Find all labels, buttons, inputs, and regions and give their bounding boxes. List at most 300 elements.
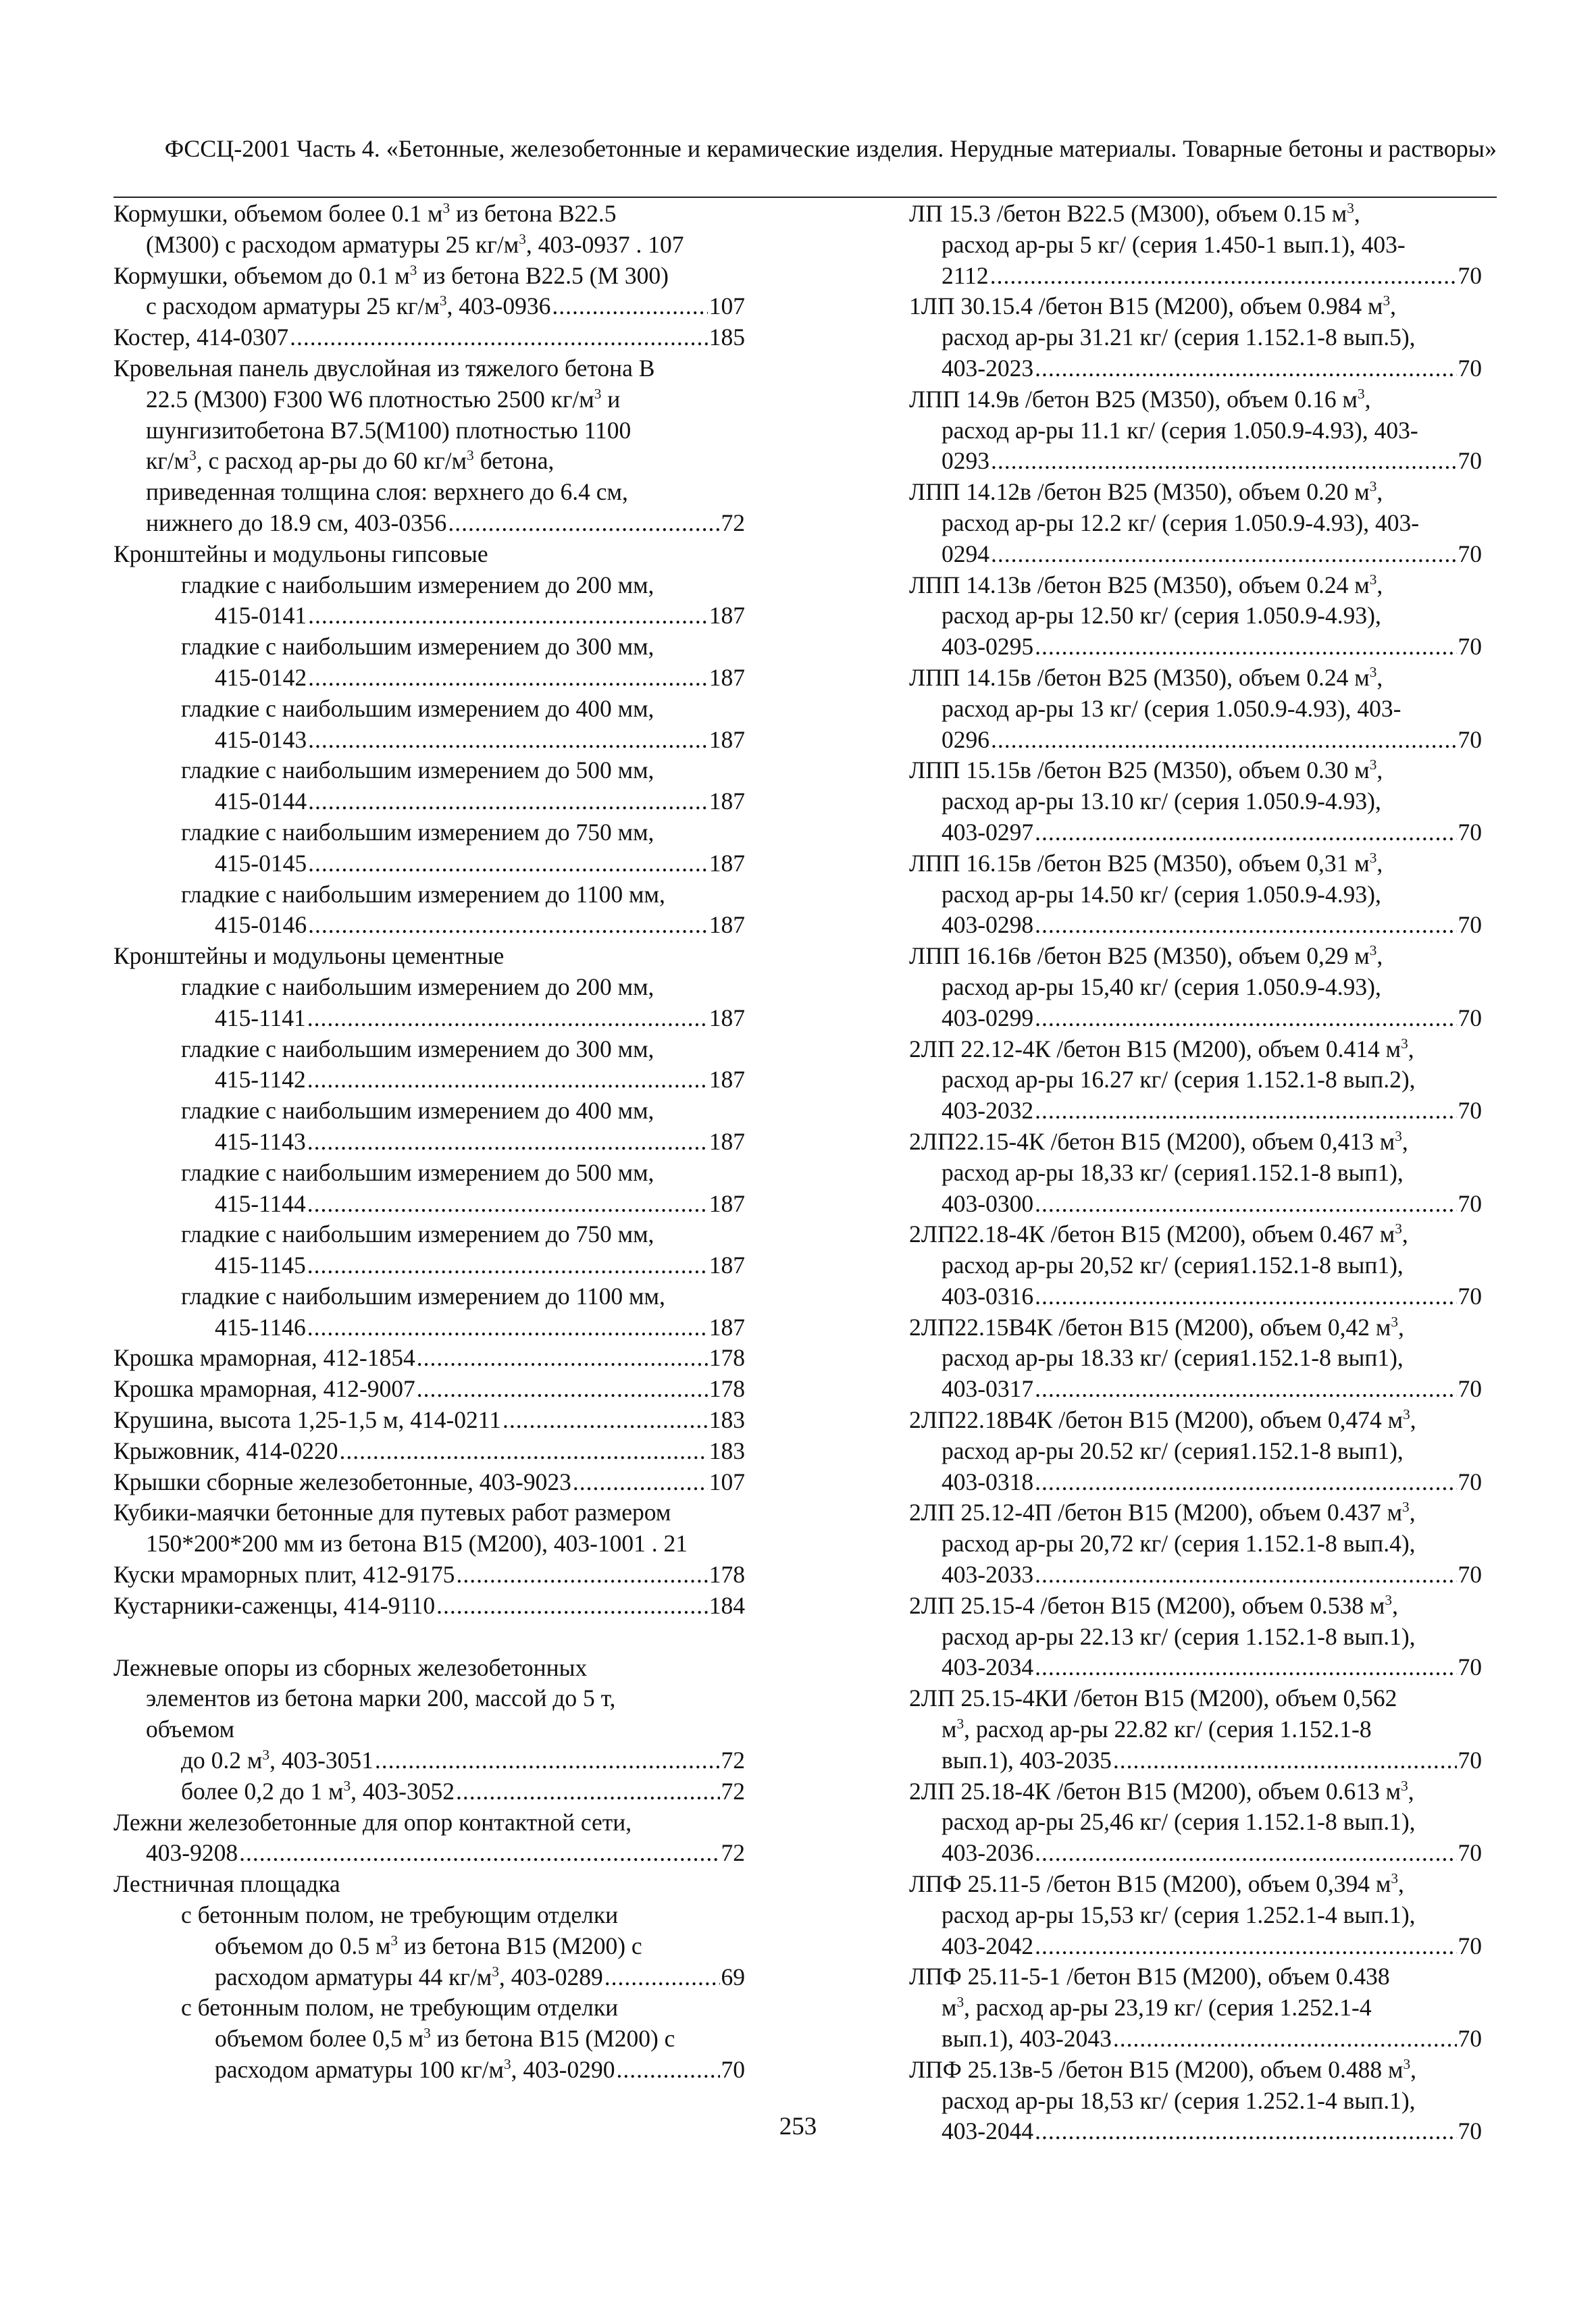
entry-code: 403-0317 [942, 1375, 1034, 1403]
entry-page-ref: 107 [709, 1468, 745, 1495]
entry-code: 0296 [942, 725, 989, 753]
entry-reference-line [113, 1250, 745, 1281]
entry-code: Крушина, высота 1,25-1,5 м, 414-0211 [113, 1406, 501, 1434]
entry-line: расход ар-ры 13 кг/ (серия 1.050.9-4.93), 403- [942, 694, 1401, 722]
index-entry [113, 1343, 745, 1374]
entry-line: расход ар-ры 12.2 кг/ (серия 1.050.9-4.93), 403- [942, 509, 1420, 536]
entry-code: Костер, 414-0307 [113, 324, 289, 351]
dot-leader [307, 1127, 708, 1158]
dot-leader [573, 1467, 708, 1498]
entry-page-ref: 70 [1458, 725, 1482, 753]
index-entry [909, 291, 1482, 384]
entry-line: расход ар-ры 12.50 кг/ (серия 1.050.9-4.93), [942, 602, 1381, 629]
index-entry [113, 539, 745, 570]
entry-page-ref: 183 [709, 1437, 745, 1464]
entry-line: ЛПФ 25.13в-5 /бетон В15 (М200), объем 0.488 $м^3$, [909, 2055, 1416, 2083]
entry-line: с бетонным полом, не требующим отделки [181, 1901, 619, 1929]
entry-code: 0293 [942, 447, 989, 475]
dot-leader [991, 446, 1457, 477]
entry-reference-line [113, 1189, 745, 1220]
index-entry [113, 570, 745, 632]
entry-line: (М300) с расходом арматуры 25 $кг/м^3$, 403-0937 . 107 [146, 230, 684, 258]
index-entry [113, 694, 745, 756]
entry-line: гладкие с наибольшим измерением до 200 мм, [181, 571, 654, 598]
entry-code: 403-0300 [942, 1189, 1034, 1217]
entry-line: приведенная толщина слоя: верхнего до 6.4 см, [146, 478, 628, 506]
entry-page-ref: 178 [709, 1344, 745, 1372]
entry-page-ref: 72 [721, 1777, 745, 1805]
entry-reference-line [113, 2055, 745, 2086]
index-entry [113, 1992, 745, 2085]
index-entry [113, 1807, 745, 1870]
entry-code: 415-0144 [215, 788, 307, 815]
index-entry [909, 1591, 1482, 1683]
entry-page-ref: 70 [1458, 1653, 1482, 1681]
entry-code: 403-2032 [942, 1097, 1034, 1125]
entry-page-ref: 187 [709, 1189, 745, 1217]
entry-line: гладкие с наибольшим измерением до 300 мм, [181, 1035, 654, 1062]
dot-leader [1035, 1560, 1456, 1591]
entry-reference-line [113, 1405, 745, 1436]
entry-reference-line [113, 1312, 745, 1343]
entry-code: 415-0145 [215, 849, 307, 877]
entry-code: 415-0141 [215, 602, 307, 629]
entry-line: гладкие с наибольшим измерением до 1100 мм, [181, 1282, 665, 1310]
index-entry [909, 1961, 1482, 2054]
entry-page-ref: 187 [709, 788, 745, 815]
dot-leader [1035, 910, 1456, 941]
entry-reference-line [113, 1127, 745, 1158]
index-entry [909, 1219, 1482, 1312]
entry-code: до 0.2 $м^3$, 403-3051 [181, 1747, 374, 1774]
entry-page-ref: 70 [1458, 1004, 1482, 1031]
entry-reference-line [113, 848, 745, 879]
entry-line: расход ар-ры 22.13 кг/ (серия 1.152.1-8 вып.1), [942, 1622, 1416, 1650]
index-entry [909, 1127, 1482, 1219]
entry-page-ref: 178 [709, 1375, 745, 1403]
entry-line: 2ЛП 25.12-4П /бетон В15 (М200), объем 0.437 $м^3$, [909, 1499, 1416, 1526]
dot-leader [1113, 2024, 1457, 2055]
entry-line: ЛПП 15.15в /бетон В25 (М350), объем 0.30 $м^3$, [909, 756, 1383, 784]
entry-code: 2112 [942, 261, 989, 289]
index-entry [113, 1374, 745, 1405]
entry-reference-line [113, 786, 745, 817]
entry-line: расход ар-ры 16.27 кг/ (серия 1.152.1-8 вып.2), [942, 1066, 1416, 1094]
entry-gap [113, 1622, 745, 1653]
entry-reference-line [113, 1343, 745, 1374]
entry-reference-line [909, 1281, 1482, 1312]
entry-code: 415-0142 [215, 663, 307, 691]
entry-line: гладкие с наибольшим измерением до 500 мм, [181, 1158, 654, 1186]
entry-reference-line [909, 539, 1482, 570]
index-entry [113, 1869, 745, 1900]
entry-line: с бетонным полом, не требующим отделки [181, 1994, 619, 2022]
dot-leader [436, 1591, 708, 1622]
dot-leader [1035, 1467, 1456, 1498]
entry-line: гладкие с наибольшим измерением до 400 мм, [181, 1097, 654, 1125]
entry-reference-line [909, 353, 1482, 384]
entry-page-ref: 187 [709, 911, 745, 939]
entry-line: $кг/м^3$, с расход ар-ры до 60 $кг/м^3$ бетона, [146, 447, 555, 475]
entry-line: ЛПП 14.13в /бетон В25 (М350), объем 0.24 $м^3$, [909, 571, 1383, 598]
entry-line: расход ар-ры 18,33 кг/ (серия1.152.1-8 вып1), [942, 1158, 1404, 1186]
entry-reference-line [909, 817, 1482, 848]
index-entry [113, 1591, 745, 1622]
entry-line: расход ар-ры 20.52 кг/ (серия1.152.1-8 вып1), [942, 1437, 1404, 1464]
entry-code: 403-2034 [942, 1653, 1034, 1681]
entry-reference-line [909, 910, 1482, 941]
entry-line: 1ЛП 30.15.4 /бетон В15 (М200), объем 0.984 $м^3$, [909, 292, 1396, 320]
entry-line: объемом более 0,5 $м^3$ из бетона В15 (М200) с [215, 2025, 675, 2053]
entry-page-ref: 70 [1458, 1932, 1482, 1959]
entry-line: гладкие с наибольшим измерением до 500 мм, [181, 756, 654, 784]
entry-line: 2ЛП22.15-4К /бетон В15 (М200), объем 0,413 $м^3$, [909, 1127, 1408, 1155]
entry-reference-line [909, 1189, 1482, 1220]
entry-reference-line [113, 1436, 745, 1467]
index-entry [909, 755, 1482, 848]
entry-page-ref: 187 [709, 663, 745, 691]
entry-code: 403-9208 [146, 1839, 238, 1867]
entry-page-ref: 187 [709, 1066, 745, 1094]
index-entry [909, 384, 1482, 477]
entry-line: расход ар-ры 11.1 кг/ (серия 1.050.9-4.93), 403- [942, 416, 1418, 444]
dot-leader [456, 1776, 720, 1807]
index-entry [113, 941, 745, 972]
entry-page-ref: 187 [709, 849, 745, 877]
entry-page-ref: 185 [709, 324, 745, 351]
entry-page-ref: 70 [1458, 1282, 1482, 1310]
entry-page-ref: 70 [721, 2056, 745, 2084]
entry-page-ref: 187 [709, 1313, 745, 1341]
entry-page-ref: 70 [1458, 1189, 1482, 1217]
index-entry [909, 570, 1482, 663]
entry-code: расходом арматуры 100 $кг/м^3$, 403-0290 [215, 2056, 615, 2084]
entry-code: Крыжовник, 414-0220 [113, 1437, 338, 1464]
entry-line: 2ЛП 25.15-4КИ /бетон В15 (М200), объем 0,562 [909, 1685, 1397, 1712]
entry-line: расход ар-ры 18,53 кг/ (серия 1.252.1-4 вып.1), [942, 2086, 1416, 2114]
entry-line: гладкие с наибольшим измерением до 400 мм, [181, 694, 654, 722]
entry-reference-line [113, 910, 745, 941]
entry-reference-line [113, 322, 745, 353]
entry-line: расход ар-ры 31.21 кг/ (серия 1.152.1-8 вып.5), [942, 324, 1416, 351]
entry-line: расход ар-ры 20,72 кг/ (серия 1.152.1-8 вып.4), [942, 1530, 1416, 1558]
dot-leader [990, 261, 1457, 292]
entry-line: расход ар-ры 5 кг/ (серия 1.450-1 вып.1), 403- [942, 230, 1406, 258]
entry-reference-line [113, 1467, 745, 1498]
entry-reference-line [113, 1591, 745, 1622]
index-entry [113, 879, 745, 942]
index-entry [113, 1900, 745, 1992]
entry-line: элементов из бетона марки 200, массой до 5 т, [146, 1685, 616, 1712]
entry-page-ref: 107 [709, 292, 745, 320]
dot-leader [1035, 1652, 1456, 1683]
index-entry [909, 1776, 1482, 1869]
entry-line: ЛПП 14.9в /бетон В25 (М350), объем 0.16 $м^3$, [909, 385, 1371, 413]
dot-leader [604, 1962, 720, 1993]
index-entry [909, 848, 1482, 941]
entry-page-ref: 70 [1458, 447, 1482, 475]
entry-line: 2ЛП22.18В4К /бетон В15 (М200), объем 0,474 $м^3$, [909, 1406, 1416, 1434]
entry-page-ref: 70 [1458, 818, 1482, 846]
entry-page-ref: 70 [1458, 1746, 1482, 1774]
entry-code: 415-0146 [215, 911, 307, 939]
dot-leader [308, 786, 708, 817]
dot-leader [307, 1312, 708, 1343]
entry-page-ref: 187 [709, 1127, 745, 1155]
dot-leader [308, 663, 708, 694]
entry-code: 415-1146 [215, 1313, 306, 1341]
entry-line: расход ар-ры 13.10 кг/ (серия 1.050.9-4.93), [942, 788, 1381, 815]
dot-leader [1035, 1838, 1456, 1869]
entry-line: расход ар-ры 15,40 кг/ (серия 1.050.9-4.93), [942, 973, 1381, 1000]
index-entry [113, 972, 745, 1034]
entry-line: Кормушки, объемом более 0.1 $м^3$ из бетона В22.5 [113, 200, 617, 227]
index-entry [113, 817, 745, 879]
entry-line: Кормушки, объемом до 0.1 $м^3$ из бетона В22.5 (М 300) [113, 261, 669, 289]
entry-code: Крышки сборные железобетонные, 403-9023 [113, 1468, 571, 1495]
entry-code: 403-2036 [942, 1839, 1034, 1867]
entry-code: Крошка мраморная, 412-9007 [113, 1375, 415, 1403]
index-entry [909, 1497, 1482, 1590]
dot-leader [1035, 1931, 1456, 1962]
entry-page-ref: 187 [709, 725, 745, 753]
entry-page-ref: 178 [709, 1561, 745, 1589]
entry-reference-line [113, 663, 745, 694]
entry-line: расход ар-ры 25,46 кг/ (серия 1.152.1-8 вып.1), [942, 1808, 1416, 1836]
entry-code: расходом арматуры 44 $кг/м^3$, 403-0289 [215, 1963, 603, 1990]
entry-line: ЛПП 14.12в /бетон В25 (М350), объем 0.20 $м^3$, [909, 478, 1383, 506]
entry-line: Кубики-маячки бетонные для путевых работ размером [113, 1499, 671, 1526]
entry-code: 403-0295 [942, 633, 1034, 661]
entry-page-ref: 70 [1458, 1468, 1482, 1495]
entry-code: 415-1144 [215, 1189, 306, 1217]
dot-leader [307, 1250, 708, 1281]
entry-line: гладкие с наибольшим измерением до 1100 мм, [181, 880, 665, 908]
index-entry [113, 755, 745, 817]
entry-line: гладкие с наибольшим измерением до 750 мм, [181, 818, 654, 846]
dot-leader [308, 910, 708, 941]
dot-leader [307, 1189, 708, 1220]
dot-leader [1035, 1374, 1456, 1405]
entry-reference-line [113, 291, 745, 322]
dot-leader [1035, 1003, 1456, 1034]
entry-code: Куски мраморных плит, 412-9175 [113, 1561, 455, 1589]
entry-page-ref: 70 [1458, 1561, 1482, 1589]
entry-reference-line [909, 1560, 1482, 1591]
entry-reference-line [909, 632, 1482, 663]
index-entry [113, 1497, 745, 1560]
entry-line: ЛПФ 25.11-5 /бетон В15 (М200), объем 0,394 $м^3$, [909, 1870, 1404, 1898]
entry-reference-line [113, 508, 745, 539]
dot-leader [375, 1745, 720, 1776]
entry-reference-line [113, 1838, 745, 1869]
entry-reference-line [113, 1560, 745, 1591]
entry-line: расход ар-ры 15,53 кг/ (серия 1.252.1-4 вып.1), [942, 1901, 1416, 1928]
dot-leader [991, 539, 1457, 570]
entry-line: объемом [146, 1716, 235, 1743]
dot-leader [616, 2055, 719, 2086]
dot-leader [1113, 1745, 1457, 1776]
dot-leader [290, 322, 708, 353]
index-entry [113, 1219, 745, 1281]
entry-line: Лежневые опоры из сборных железобетонных [113, 1653, 588, 1681]
index-column-right [909, 199, 1482, 2147]
entry-reference-line [909, 1931, 1482, 1962]
entry-line: $м^3$, расход ар-ры 23,19 кг/ (серия 1.252.1-4 [942, 1994, 1372, 2022]
dot-leader [307, 1003, 708, 1034]
dot-leader [1035, 1096, 1456, 1127]
entry-code: 415-1142 [215, 1066, 306, 1094]
entry-page-ref: 69 [721, 1963, 745, 1990]
entry-reference-line [113, 1374, 745, 1405]
index-entry [113, 1281, 745, 1343]
entry-code: 403-2023 [942, 354, 1034, 382]
entry-reference-line [909, 1652, 1482, 1683]
index-entry [113, 322, 745, 353]
entry-page-ref: 70 [1458, 354, 1482, 382]
entry-code: 415-1141 [215, 1004, 306, 1031]
entry-code: 403-2033 [942, 1561, 1034, 1589]
entry-page-ref: 70 [1458, 261, 1482, 289]
dot-leader [239, 1838, 719, 1869]
entry-page-ref: 70 [1458, 2117, 1482, 2145]
entry-line: 22.5 (М300) F300 W6 плотностью 2500 $кг/м^3$ и [146, 385, 621, 413]
entry-reference-line [113, 725, 745, 756]
index-entry [113, 1096, 745, 1158]
entry-code: 403-2044 [942, 2117, 1034, 2145]
index-entry [909, 1312, 1482, 1405]
entry-line: объемом до 0.5 $м^3$ из бетона В15 (М200) с [215, 1932, 642, 1959]
dot-leader [307, 1064, 708, 1096]
index-entry [113, 261, 745, 323]
entry-reference-line [909, 446, 1482, 477]
entry-line: гладкие с наибольшим измерением до 300 мм, [181, 633, 654, 661]
entry-page-ref: 72 [721, 1747, 745, 1774]
index-entry [113, 1653, 745, 1745]
entry-line: 2ЛП22.18-4К /бетон В15 (М200), объем 0.467 $м^3$, [909, 1220, 1408, 1248]
index-entry [909, 1034, 1482, 1127]
entry-line: Кронштейны и модульоны цементные [113, 942, 505, 970]
entry-line: Кровельная панель двуслойная из тяжелого бетона В [113, 354, 655, 382]
dot-leader [1035, 817, 1456, 848]
index-entry [909, 1405, 1482, 1497]
entry-code: более 0,2 до 1 $м^3$, 403-3052 [181, 1777, 455, 1805]
dot-leader [417, 1343, 708, 1374]
dot-leader [340, 1436, 708, 1467]
entry-code: вып.1), 403-2035 [942, 1746, 1112, 1774]
entry-line: ЛПФ 25.11-5-1 /бетон В15 (М200), объем 0.438 [909, 1963, 1390, 1990]
entry-code: Крошка мраморная, 412-1854 [113, 1344, 415, 1372]
dot-leader [448, 508, 719, 539]
dot-leader [1035, 1281, 1456, 1312]
entry-page-ref: 70 [1458, 1839, 1482, 1867]
entry-page-ref: 70 [1458, 1097, 1482, 1125]
dot-leader [1035, 353, 1456, 384]
index-entry [113, 1745, 745, 1776]
entry-line: ЛПП 14.15в /бетон В25 (М350), объем 0.24 $м^3$, [909, 663, 1383, 691]
page-number: 253 [779, 2113, 817, 2140]
entry-line: шунгизитобетона В7.5(М100) плотностью 1100 [146, 416, 632, 444]
dot-leader [308, 600, 708, 632]
entry-code: нижнего до 18.9 см, 403-0356 [146, 509, 447, 536]
entry-reference-line [909, 1003, 1482, 1034]
entry-page-ref: 72 [721, 1839, 745, 1867]
index-column-left [113, 199, 745, 2086]
entry-reference-line [113, 1776, 745, 1807]
entry-page-ref: 187 [709, 1252, 745, 1279]
entry-code: 415-1143 [215, 1127, 306, 1155]
entry-line: 2ЛП 25.15-4 /бетон В15 (М200), объем 0.538 $м^3$, [909, 1591, 1398, 1619]
entry-line: расход ар-ры 14.50 кг/ (серия 1.050.9-4.93), [942, 880, 1381, 908]
entry-reference-line [113, 600, 745, 632]
index-entry [909, 941, 1482, 1033]
entry-reference-line [113, 1745, 745, 1776]
entry-page-ref: 70 [1458, 633, 1482, 661]
entry-reference-line [909, 1745, 1482, 1776]
entry-code: 403-0299 [942, 1004, 1034, 1031]
entry-code: 415-1145 [215, 1252, 306, 1279]
index-entry [909, 663, 1482, 755]
entry-line: Лестничная площадка [113, 1870, 340, 1898]
entry-code: с расходом арматуры 25 $кг/м^3$, 403-0936 [146, 292, 551, 320]
entry-reference-line [909, 1096, 1482, 1127]
entry-page-ref: 72 [721, 509, 745, 536]
dot-leader [1035, 632, 1456, 663]
entry-code: вып.1), 403-2043 [942, 2025, 1112, 2053]
index-entry [113, 199, 745, 261]
entry-code: 403-0298 [942, 911, 1034, 939]
index-entry [113, 1560, 745, 1591]
entry-line: ЛПП 16.15в /бетон В25 (М350), объем 0,31 $м^3$, [909, 849, 1383, 877]
entry-code: 403-2042 [942, 1932, 1034, 1959]
entry-line: ЛПП 16.16в /бетон В25 (М350), объем 0,29 $м^3$, [909, 942, 1383, 970]
dot-leader [552, 291, 707, 322]
entry-reference-line [909, 2024, 1482, 2055]
entry-page-ref: 184 [709, 1591, 745, 1619]
entry-line: 2ЛП 22.12-4К /бетон В15 (М200), объем 0.414 $м^3$, [909, 1035, 1414, 1062]
entry-code: 403-0316 [942, 1282, 1034, 1310]
entry-page-ref: 70 [1458, 540, 1482, 567]
index-entry [113, 1158, 745, 1220]
dot-leader [308, 848, 708, 879]
entry-reference-line [909, 725, 1482, 756]
entry-page-ref: 70 [1458, 2025, 1482, 2053]
entry-line: $м^3$, расход ар-ры 22.82 кг/ (серия 1.152.1-8 [942, 1716, 1372, 1743]
entry-line: расход ар-ры 20,52 кг/ (серия1.152.1-8 вып1), [942, 1252, 1404, 1279]
entry-page-ref: 70 [1458, 1375, 1482, 1403]
entry-line: ЛП 15.3 /бетон В22.5 (М300), объем 0.15 $м^3$, [909, 200, 1360, 227]
dot-leader [1035, 1189, 1456, 1220]
dot-leader [991, 725, 1457, 756]
index-entry [909, 199, 1482, 291]
entry-line: 150*200*200 мм из бетона В15 (М200), 403-1001 . 21 [146, 1530, 688, 1558]
index-entry [909, 1869, 1482, 1961]
entry-reference-line [909, 1467, 1482, 1498]
index-entry [909, 1683, 1482, 1776]
entry-reference-line [909, 261, 1482, 292]
entry-code: Кустарники-саженцы, 414-9110 [113, 1591, 436, 1619]
entry-code: 403-0297 [942, 818, 1034, 846]
entry-line: Лежни железобетонные для опор контактной сети, [113, 1808, 632, 1836]
index-entry [113, 1034, 745, 1096]
entry-line: Кронштейны и модульоны гипсовые [113, 540, 488, 567]
dot-leader [503, 1405, 708, 1436]
entry-line: гладкие с наибольшим измерением до 750 мм, [181, 1220, 654, 1248]
dot-leader [308, 725, 708, 756]
entry-code: 403-0318 [942, 1468, 1034, 1495]
entry-reference-line [113, 1962, 745, 1993]
entry-code: 0294 [942, 540, 989, 567]
